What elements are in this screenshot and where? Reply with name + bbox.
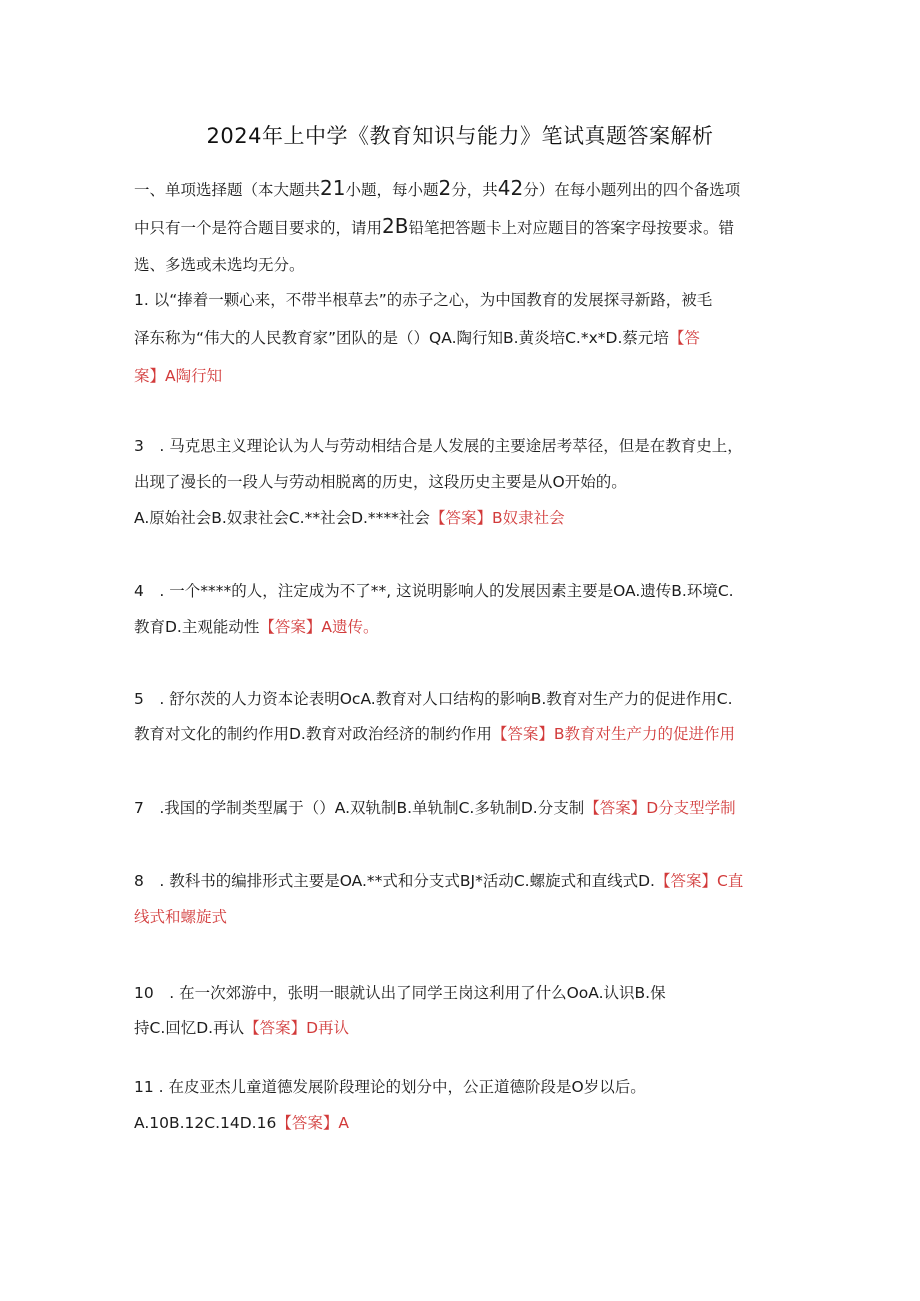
intro-line-1	[134, 176, 794, 202]
question-7-line-1	[134, 796, 794, 820]
question-3-line-1: 3 . 马克思主义理论认为人与劳动相结合是人发展的主要途居考萃径，但是在教育史上，	[134, 437, 743, 455]
answer-label: 【答案】B奴隶社会	[429, 509, 565, 527]
question-3-line-3	[134, 506, 794, 530]
question-1-answer: 案】A陶行知	[134, 367, 223, 385]
question-10-line-2	[134, 1016, 794, 1040]
intro-text: 小题，每小题	[345, 181, 439, 199]
intro-text: 分，共	[451, 181, 498, 199]
answer-label: 【答	[668, 329, 700, 347]
question-5-line-1: 5 . 舒尔茨的人力资本论表明OcA.教育对人口结构的影响B.教育对生产力的促进作用C.	[134, 690, 733, 708]
question-3-line-2: 出现了漫长的一段人与劳动相脱离的历史，这段历史主要是从O开始的。	[134, 473, 627, 491]
question-1-line-2	[134, 326, 794, 350]
question-count: 21	[320, 176, 346, 200]
question-8-answer: 线式和螺旋式	[134, 908, 228, 926]
question-5-line-2	[134, 722, 794, 746]
question-11-line-1: 11 . 在皮亚杰儿童道德发展阶段理论的划分中，公正道德阶段是O岁以后。	[134, 1078, 646, 1096]
answer-label: 【答案】A遗传。	[259, 618, 379, 636]
question-text: 8 . 教科书的编排形式主要是OA.**式和分支式BJ*活动C.螺旋式和直线式D.	[134, 872, 655, 890]
document-title: 2024年上中学《教育知识与能力》笔试真题答案解析	[206, 124, 714, 148]
question-options: 教育D.主观能动性	[134, 618, 260, 636]
question-1-line-1: 1. 以“捧着一颗心来，不带半根草去”的赤子之心，为中国教育的发展探寻新路，被毛	[134, 291, 713, 309]
question-options: 教育对文化的制约作用D.教育对政治经济的制约作用	[134, 725, 492, 743]
answer-label: 【答案】B教育对生产力的促进作用	[491, 725, 736, 743]
answer-label: 【答案】C直	[654, 872, 744, 890]
question-11-line-2	[134, 1111, 794, 1135]
points-per-question: 2	[438, 176, 452, 200]
intro-text: 铅笔把答题卡上对应题目的答案字母按要求。错	[408, 219, 734, 237]
question-text: 7 .我国的学制类型属于（）A.双轨制B.单轨制C.多轨制D.分支制	[134, 799, 585, 817]
answer-label: 【答案】A	[276, 1114, 349, 1132]
answer-label: 【答案】D分支型学制	[584, 799, 736, 817]
total-points: 42	[497, 176, 524, 200]
intro-line-2	[134, 214, 794, 240]
intro-text: 中只有一个是符合题目要求的，请用	[134, 219, 383, 237]
question-4-line-2	[134, 615, 794, 639]
question-options: A.原始社会B.奴隶社会C.**社会D.****社会	[134, 509, 430, 527]
pencil-type: 2B	[382, 214, 409, 238]
question-text: 泽东称为“伟大的人民教育家”团队的是（）QA.陶行知B.黄炎培C.*x*D.蔡元培	[134, 329, 669, 347]
intro-text: 一、单项选择题（本大题共	[134, 181, 321, 199]
intro-line-3: 选、多选或未选均无分。	[134, 256, 305, 274]
answer-label: 【答案】D再认	[244, 1019, 350, 1037]
intro-text: 分）在每小题列出的四个备选项	[523, 181, 741, 199]
question-4-line-1: 4 . 一个****的人，注定成为不了**, 这说明影响人的发展因素主要是OA.遗传B.环境C.	[134, 582, 734, 600]
question-8-line-1	[134, 869, 794, 893]
question-10-line-1: 10 . 在一次郊游中，张明一眼就认出了同学王岗这利用了什么OoA.认识B.保	[134, 984, 666, 1002]
question-options: 持C.回忆D.再认	[134, 1019, 245, 1037]
question-options: A.10B.12C.14D.16	[134, 1114, 277, 1132]
